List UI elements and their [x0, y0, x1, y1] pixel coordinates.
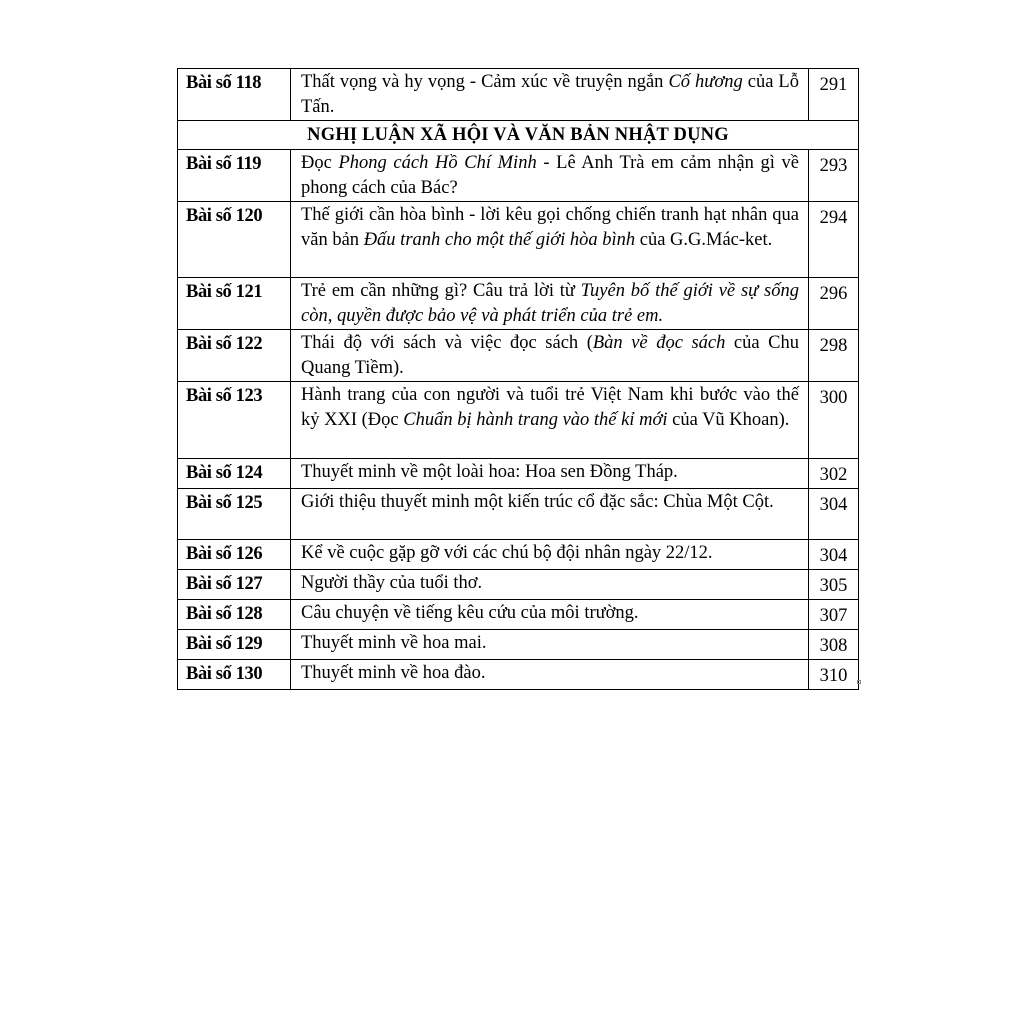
lesson-title: Trẻ em cần những gì? Câu trả lời từ Tuyên bố thế giới về sự sống còn, quyền được bảo vệ và phát triển của trẻ em.: [291, 278, 809, 330]
page-number: 307: [809, 600, 859, 630]
lesson-number: Bài số 127: [178, 570, 291, 600]
lesson-number: Bài số 126: [178, 540, 291, 570]
toc-row: [178, 278, 859, 330]
lesson-number: Bài số 128: [178, 600, 291, 630]
toc-row: [178, 459, 859, 489]
page-number: 294: [809, 202, 859, 278]
lesson-title: Hành trang của con người và tuổi trẻ Việt Nam khi bước vào thế kỷ XXI (Đọc Chuẩn bị hành trang vào thế kỉ mới của Vũ Khoan).: [291, 382, 809, 459]
table-resize-handle: [857, 680, 861, 684]
page-number: 296: [809, 278, 859, 330]
lesson-title: Giới thiệu thuyết minh một kiến trúc cổ đặc sắc: Chùa Một Cột.: [291, 489, 809, 540]
lesson-number: Bài số 130: [178, 660, 291, 690]
lesson-number: Bài số 129: [178, 630, 291, 660]
toc-row: [178, 382, 859, 459]
section-heading-row: [178, 121, 859, 150]
page-number: 304: [809, 540, 859, 570]
lesson-title: Thái độ với sách và việc đọc sách (Bàn về đọc sách của Chu Quang Tiềm).: [291, 330, 809, 382]
lesson-number: Bài số 125: [178, 489, 291, 540]
lesson-title: Thuyết minh về hoa mai.: [291, 630, 809, 660]
table-of-contents: [177, 68, 859, 690]
lesson-number: Bài số 122: [178, 330, 291, 382]
page-number: 293: [809, 150, 859, 202]
lesson-number: Bài số 123: [178, 382, 291, 459]
toc-row: [178, 202, 859, 278]
lesson-title: Thuyết minh về hoa đào.: [291, 660, 809, 690]
toc-row: [178, 570, 859, 600]
lesson-title: Đọc Phong cách Hồ Chí Minh - Lê Anh Trà em cảm nhận gì về phong cách của Bác?: [291, 150, 809, 202]
page-number: 304: [809, 489, 859, 540]
lesson-number: Bài số 119: [178, 150, 291, 202]
toc-row: [178, 69, 859, 121]
lesson-number: Bài số 121: [178, 278, 291, 330]
toc-row: [178, 330, 859, 382]
section-heading: NGHỊ LUẬN XÃ HỘI VÀ VĂN BẢN NHẬT DỤNG: [178, 121, 859, 150]
toc-row: [178, 540, 859, 570]
lesson-title: Thế giới cần hòa bình - lời kêu gọi chống chiến tranh hạt nhân qua văn bản Đấu tranh cho một thế giới hòa bình của G.G.Mác-ket.: [291, 202, 809, 278]
lesson-number: Bài số 120: [178, 202, 291, 278]
lesson-title: Thất vọng và hy vọng - Cảm xúc về truyện ngắn Cố hương của Lỗ Tấn.: [291, 69, 809, 121]
lesson-number: Bài số 124: [178, 459, 291, 489]
page-number: 305: [809, 570, 859, 600]
toc-row: [178, 600, 859, 630]
toc-row: [178, 489, 859, 540]
toc-row: [178, 660, 859, 690]
lesson-title: Thuyết minh về một loài hoa: Hoa sen Đồng Tháp.: [291, 459, 809, 489]
lesson-number: Bài số 118: [178, 69, 291, 121]
page-number: 291: [809, 69, 859, 121]
toc-row: [178, 630, 859, 660]
toc-row: [178, 150, 859, 202]
page-number: 310: [809, 660, 859, 690]
page-number: 302: [809, 459, 859, 489]
page-number: 308: [809, 630, 859, 660]
lesson-title: Kể về cuộc gặp gỡ với các chú bộ đội nhân ngày 22/12.: [291, 540, 809, 570]
lesson-title: Câu chuyện về tiếng kêu cứu của môi trường.: [291, 600, 809, 630]
lesson-title: Người thầy của tuổi thơ.: [291, 570, 809, 600]
page-number: 298: [809, 330, 859, 382]
page-number: 300: [809, 382, 859, 459]
